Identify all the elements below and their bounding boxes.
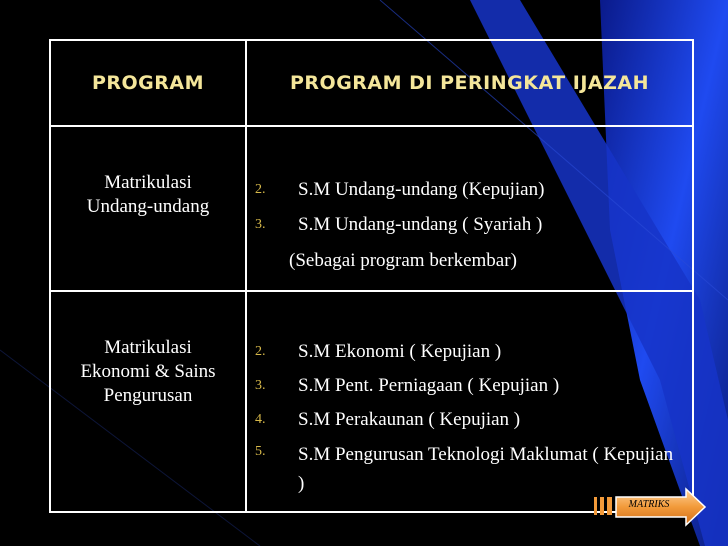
list-text: S.M Undang-undang (Kepujian): [298, 179, 545, 200]
list-item: [255, 172, 684, 207]
header-program: PROGRAM: [50, 40, 246, 126]
list-item: [255, 403, 684, 437]
program-table: [49, 39, 694, 513]
degree-list: [255, 335, 684, 498]
table-header-row: [50, 40, 693, 126]
program-cell: [50, 291, 246, 512]
program-line: Matrikulasi: [104, 337, 192, 358]
degree-list-cell: [246, 126, 693, 291]
list-text: S.M Ekonomi ( Kepujian ): [298, 341, 502, 362]
list-item: [255, 335, 684, 369]
program-line: Pengurusan: [103, 385, 193, 406]
list-text: S.M Undang-undang ( Syariah ): [298, 214, 543, 235]
list-number: 2.: [255, 344, 266, 359]
list-item: [255, 369, 684, 403]
list-text: S.M Pengurusan Teknologi Maklumat ( Kepujian ): [298, 444, 674, 494]
program-line: Matrikulasi: [104, 172, 192, 193]
list-text: S.M Perakaunan ( Kepujian ): [298, 409, 521, 430]
list-number: 5.: [255, 444, 266, 459]
header-program-ijazah: PROGRAM DI PERINGKAT IJAZAH: [246, 40, 693, 126]
matriks-label: MATRIKS: [628, 499, 670, 510]
program-line: Ekonomi & Sains: [80, 361, 216, 382]
matriks-nav-button[interactable]: [594, 487, 706, 527]
twinning-note: (Sebagai program berkembar): [289, 250, 517, 271]
list-number: 2.: [255, 182, 266, 197]
program-cell: [50, 126, 246, 291]
list-text: S.M Pent. Perniagaan ( Kepujian ): [298, 375, 560, 396]
degree-list-cell: [246, 291, 693, 512]
list-item: [255, 207, 684, 242]
degree-list: [255, 172, 684, 242]
program-line: Undang-undang: [86, 196, 210, 217]
list-number: 4.: [255, 412, 266, 427]
list-number: 3.: [255, 378, 266, 393]
table-row: [50, 291, 693, 512]
table-row: [50, 126, 693, 291]
list-number: 3.: [255, 217, 266, 232]
